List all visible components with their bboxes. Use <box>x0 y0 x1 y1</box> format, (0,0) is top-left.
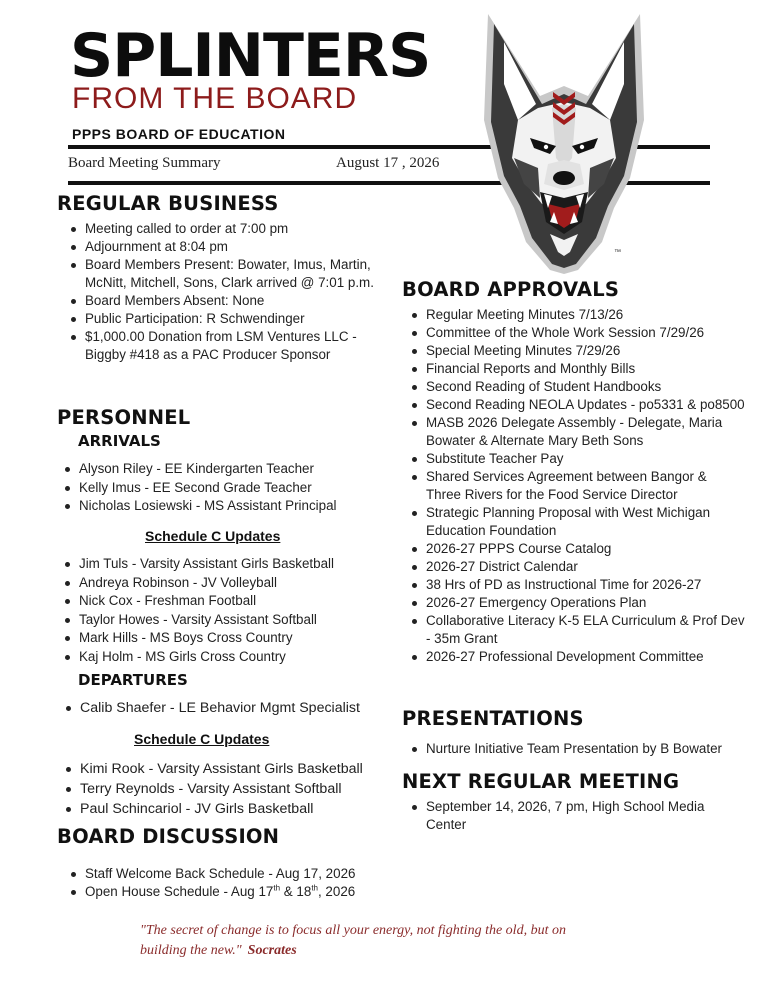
list-item: 2026-27 Professional Development Committee <box>409 648 745 666</box>
list-item: Strategic Planning Proposal with West Michigan Education Foundation <box>409 504 745 540</box>
wolf-mascot-icon <box>474 8 654 278</box>
board-discussion-list <box>68 865 398 901</box>
list-item: Meeting called to order at 7:00 pm <box>68 220 386 238</box>
quote-author: Socrates <box>247 943 297 958</box>
list-item: Mark Hills - MS Boys Cross Country <box>62 629 382 648</box>
list-item: Terry Reynolds - Varsity Assistant Softball <box>63 779 393 799</box>
list-item: 2026-27 District Calendar <box>409 558 745 576</box>
list-item: Alyson Riley - EE Kindergarten Teacher <box>62 460 382 479</box>
schedule-c-list <box>63 759 393 819</box>
newsletter-title: SPLINTERS <box>70 21 431 91</box>
board-approvals-heading: BOARD APPROVALS <box>402 278 620 301</box>
list-item: MASB 2026 Delegate Assembly - Delegate, Maria Bowater & Alternate Mary Beth Sons <box>409 414 745 450</box>
list-item: Taylor Howes - Varsity Assistant Softball <box>62 611 382 630</box>
arrivals-list <box>62 460 382 516</box>
list-item: Nurture Initiative Team Presentation by B Bowater <box>409 740 759 758</box>
list-item: Open House Schedule - Aug 17th & 18th, 2026 <box>68 883 398 901</box>
list-item: Kaj Holm - MS Girls Cross Country <box>62 648 382 667</box>
svg-text:™: ™ <box>614 249 621 256</box>
list-item: Nicholas Losiewski - MS Assistant Principal <box>62 497 382 516</box>
departures-heading: DEPARTURES <box>78 671 188 689</box>
list-item: Public Participation: R Schwendinger <box>68 310 386 328</box>
list-item: Board Members Present: Bowater, Imus, Martin, McNitt, Mitchell, Sons, Clark arrived @ 7:01 p.m. <box>68 256 386 292</box>
list-item: Board Members Absent: None <box>68 292 386 310</box>
list-item: Jim Tuls - Varsity Assistant Girls Basketball <box>62 555 382 574</box>
closing-quote <box>140 921 610 961</box>
list-item: Collaborative Literacy K-5 ELA Curriculum & Prof Dev - 35m Grant <box>409 612 745 648</box>
meeting-date: August 17 , 2026 <box>336 155 440 171</box>
next-meeting-list <box>409 798 739 834</box>
list-item: Shared Services Agreement between Bangor & Three Rivers for the Food Service Director <box>409 468 745 504</box>
list-item: Adjournment at 8:04 pm <box>68 238 386 256</box>
list-item: Regular Meeting Minutes 7/13/26 <box>409 306 745 324</box>
quote-text: "The secret of change is to focus all your energy, not fighting the old, but on building the new." <box>140 923 566 958</box>
newsletter-subtitle: FROM THE BOARD <box>72 82 358 115</box>
presentations-heading: PRESENTATIONS <box>402 707 584 730</box>
board-discussion-heading: BOARD DISCUSSION <box>57 825 280 848</box>
regular-business-heading: REGULAR BUSINESS <box>57 192 279 215</box>
list-item: 2026-27 Emergency Operations Plan <box>409 594 745 612</box>
list-item: 38 Hrs of PD as Instructional Time for 2026-27 <box>409 576 745 594</box>
list-item: Committee of the Whole Work Session 7/29/26 <box>409 324 745 342</box>
personnel-heading: PERSONNEL <box>57 406 191 429</box>
list-item: Second Reading NEOLA Updates - po5331 & po8500 <box>409 396 745 414</box>
arrivals-heading: ARRIVALS <box>78 432 161 450</box>
schedule-c-heading: Schedule C Updates <box>134 731 270 747</box>
list-item: Andreya Robinson - JV Volleyball <box>62 574 382 593</box>
list-item: Staff Welcome Back Schedule - Aug 17, 2026 <box>68 865 398 883</box>
schedule-c-list <box>62 555 382 667</box>
list-item: September 14, 2026, 7 pm, High School Media Center <box>409 798 739 834</box>
list-item: Calib Shaefer - LE Behavior Mgmt Specialist <box>63 698 383 718</box>
summary-label: Board Meeting Summary <box>68 155 221 171</box>
list-item: 2026-27 PPPS Course Catalog <box>409 540 745 558</box>
regular-business-list <box>68 220 386 364</box>
list-item: Second Reading of Student Handbooks <box>409 378 745 396</box>
schedule-c-heading: Schedule C Updates <box>145 528 281 544</box>
list-item: Paul Schincariol - JV Girls Basketball <box>63 799 393 819</box>
next-meeting-heading: NEXT REGULAR MEETING <box>402 770 680 793</box>
list-item: Special Meeting Minutes 7/29/26 <box>409 342 745 360</box>
list-item: Substitute Teacher Pay <box>409 450 745 468</box>
list-item: Financial Reports and Monthly Bills <box>409 360 745 378</box>
organization-name: PPPS BOARD OF EDUCATION <box>72 126 286 142</box>
list-item: $1,000.00 Donation from LSM Ventures LLC - Biggby #418 as a PAC Producer Sponsor <box>68 328 386 364</box>
board-approvals-list <box>409 306 745 666</box>
presentations-list <box>409 740 759 758</box>
departures-list <box>63 698 383 718</box>
list-item: Kelly Imus - EE Second Grade Teacher <box>62 479 382 498</box>
list-item: Kimi Rook - Varsity Assistant Girls Basketball <box>63 759 393 779</box>
list-item: Nick Cox - Freshman Football <box>62 592 382 611</box>
